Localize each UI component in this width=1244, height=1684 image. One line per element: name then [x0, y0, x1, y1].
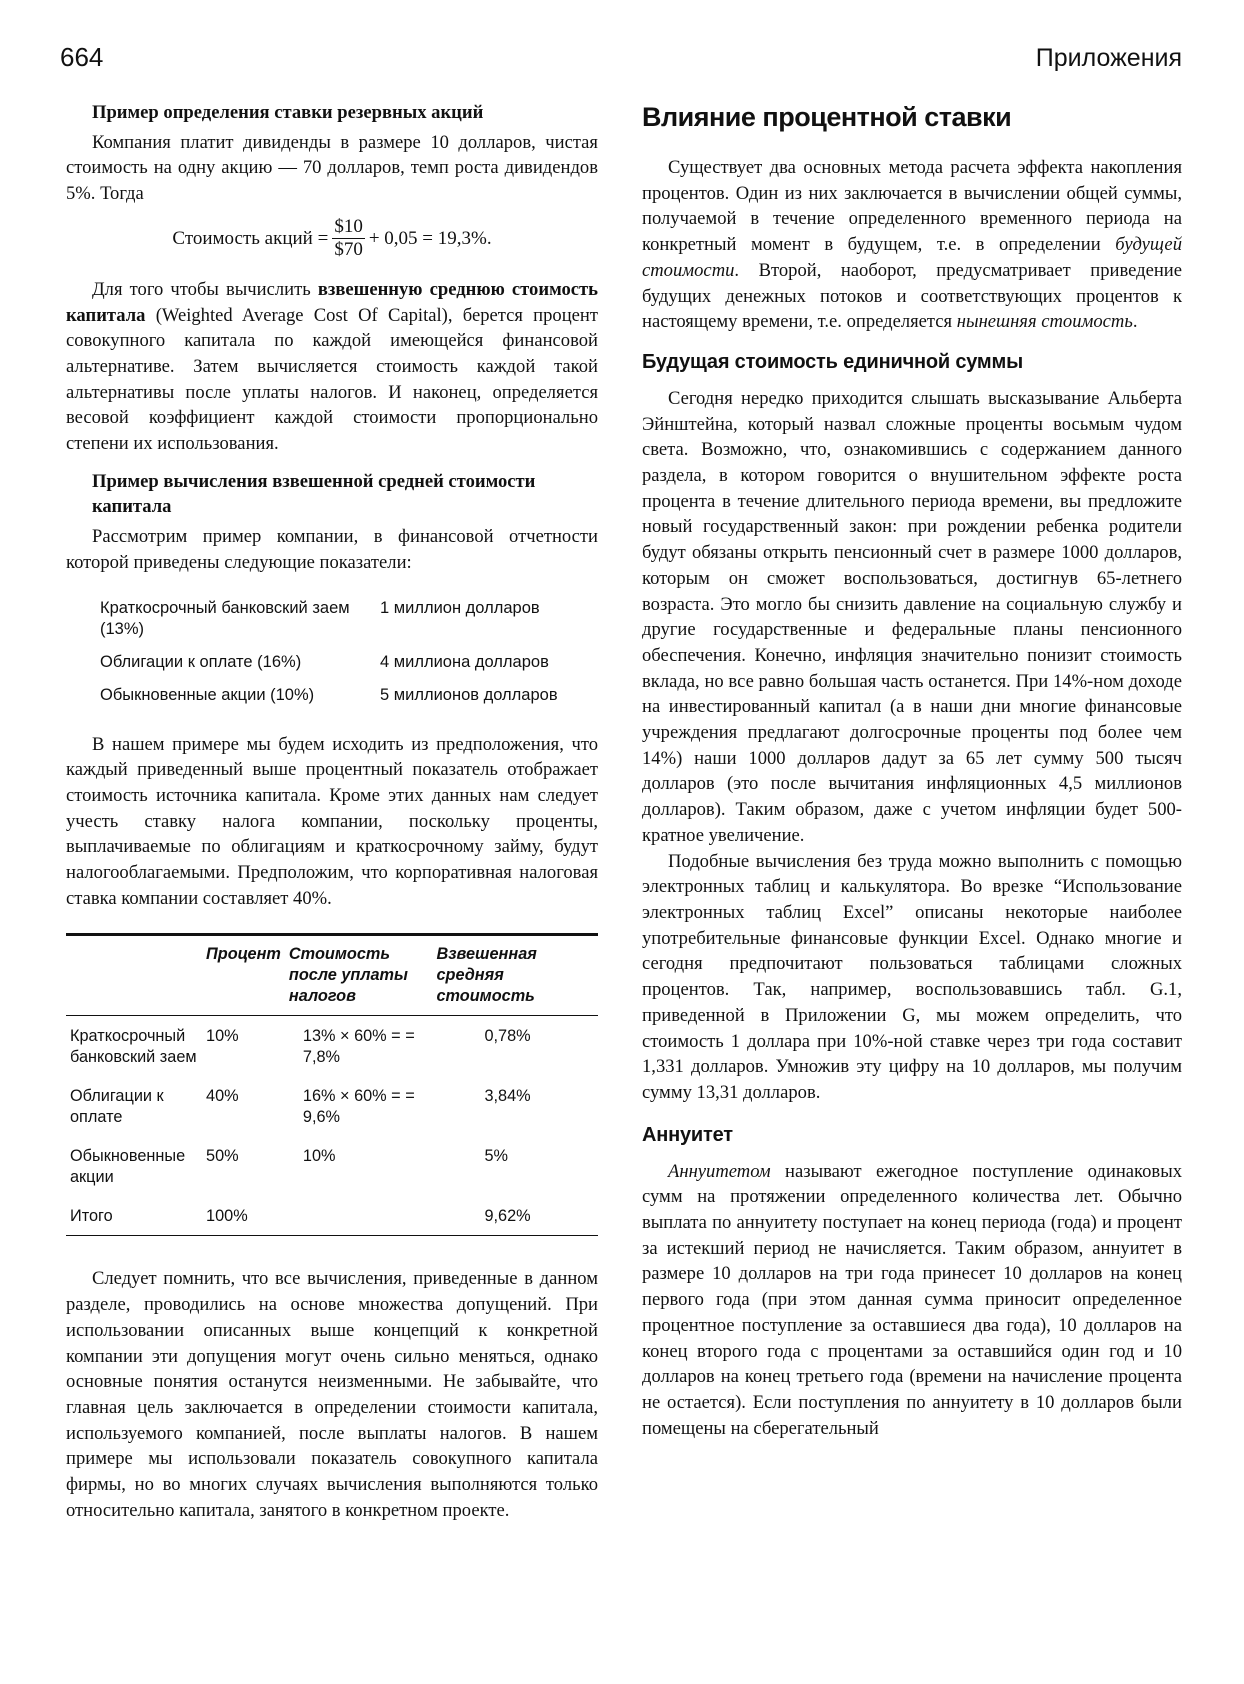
table-cell: 10%	[206, 1027, 239, 1046]
indicator-label: Облигации к оплате (16%)	[100, 652, 302, 671]
example-heading-reserve-shares: Пример определения ставки резервных акций	[92, 102, 484, 123]
subsection-heading-future-value: Будущая стоимость единичной суммы	[642, 350, 1023, 373]
table-row	[66, 1076, 598, 1136]
text: .	[1132, 311, 1138, 333]
paragraph: Следует помнить, что все вычисления, приведенные в данном разделе, проводились на основе множества допущений. При использовании описанных выше концепций к конкретной компании эти допущения могут очень сильно меняться, однако основные понятия останутся неизменными. Не забывайте, что главная цель заключается в определении стоимости капитала, используемого компанией, после выплаты налогов. В нашем примере мы использовали показатель совокупного капитала фирмы, но во многих случаях вычисления выполняются только относительно капитала, занятого в конкретном проекте.	[66, 1268, 598, 1521]
paragraph: Сегодня нередко приходится слышать высказывание Альберта Эйнштейна, который назвал сложные проценты восьмым чудом света. Возможно, что, ознакомившись с содержанием данного раздела, в котором говорится о внушительном эффекте роста процента в течение длительного периода времени, вы предложите новый государственный закон: при рождении ребенка родители будут обязаны открыть пенсионный счет в размере 1000 долларов, которым он сможет воспользоваться, достигнув 65-летнего возраста. Это могло бы снизить давление на социальную службу и другие государственные и федеральные планы пенсионного обеспечения. Конечно, инфляция значительно понизит стоимость вклада, но все равно большая часть останется. При 14%-ном доходе на инвестированный капитал (а в наши дни многие финансовые учреждения предлагают долгосрочные проценты под более чем 14%) наши 1000 долларов дадут за 65 лет сумму 500 тысяч долларов (это после вычитания инфляционных 4,5 миллионов долларов). Таким образом, даже с учетом инфляции будет 500-кратное увеличение.	[642, 387, 1182, 846]
text: Для того чтобы вычислить	[92, 278, 318, 300]
table-cell: 16% × 60% = = 9,6%	[302, 1087, 415, 1127]
formula-fraction	[332, 216, 365, 261]
paragraph: В нашем примере мы будем исходить из предположения, что каждый приведенный выше процентный показатель отображает стоимость источника капитала. Кроме этих данных нам следует учесть ставку налога компании, поскольку проценты, выплачиваемые по облигациям и краткосрочному займу, будут налогооблагаемыми. Предположим, что корпоративная налоговая ставка компании составляет 40%.	[66, 733, 598, 909]
table-cell: 10%	[302, 1147, 336, 1166]
term-present-value: нынешняя стоимость	[956, 311, 1133, 333]
text: называют ежегодное поступление одинаковых сумм на протяжении определенного количества лет. Обычно выплата по аннуитету поступает на конец периода (года) и процент за истекший период не начисляется. Таким образом, аннуитет в размере 10 долларов на три года принесет 10 долларов на конец первого года (при этом данная сумма приносит определенное процентное поступление за оставшиеся два года), 10 долларов на конец второго года с процентами за оставшийся один год и 10 долларов на конец третьего года (времени на начисление процента не остается). Если поступления по аннуитету в 10 долларов были помещены на сберегательный	[642, 1160, 1182, 1439]
formula-lhs: Стоимость акций =	[172, 227, 329, 249]
table-header-cell: Стоимость после уплаты налогов	[285, 935, 433, 1016]
formula-rhs: + 0,05 = 19,3%.	[368, 227, 492, 249]
section-heading-interest-rate: Влияние процентной ставки	[642, 102, 1012, 132]
indicator-row	[100, 685, 598, 706]
indicator-value: 5 миллионов долларов	[380, 685, 558, 704]
table-cell: 50%	[206, 1147, 239, 1166]
table-cell: Итого	[66, 1196, 202, 1236]
table-header-cell	[66, 935, 202, 1016]
indicator-row	[100, 652, 598, 673]
page-number: 664	[60, 42, 104, 72]
paragraph: Рассмотрим пример компании, в финансовой отчетности которой приведены следующие показатели:	[66, 526, 598, 573]
right-column	[642, 100, 1182, 1441]
indicator-value: 1 миллион долларов	[380, 598, 540, 617]
formula-numerator: $10	[334, 216, 363, 238]
section-title: Приложения	[1035, 44, 1182, 72]
paragraph-wacc	[66, 277, 598, 457]
text: . Второй, наоборот, предусматривает приведение будущих денежных потоков и соответствующих процентов к настоящему времени, т.е. определяется	[642, 259, 1182, 333]
indicator-label: Краткосрочный банковский заем (13%)	[100, 598, 350, 638]
table-row	[66, 1016, 598, 1077]
paragraph: Подобные вычисления без труда можно выполнить с помощью электронных таблиц и калькулятора. Во врезке “Использование электронных таблиц Excel” описаны некоторые наиболее употребительные финансовые функции Excel. Однако многие и сегодня предпочитают пользоваться таблицами сложных процентов. Так, например, воспользовавшись табл. G.1, приведенной в Приложении G, мы можем определить, что стоимость 1 доллара при 10%-ной ставке через три года составит 1,331 долларов. Умножив эту цифру на 10 долларов, мы получим сумму 13,31 долларов.	[642, 850, 1182, 1103]
table-header-row	[66, 935, 598, 1016]
subsection-heading-annuity: Аннуитет	[642, 1123, 733, 1146]
table-cell: 0,78%	[484, 1027, 531, 1046]
table-row-total	[66, 1196, 598, 1236]
indicator-label: Обыкновенные акции (10%)	[100, 685, 315, 704]
term-annuity: Аннуитетом	[668, 1160, 771, 1182]
wacc-table	[66, 933, 598, 1236]
table-cell: 9,62%	[432, 1196, 598, 1236]
indicator-row	[100, 598, 598, 640]
paragraph-annuity	[642, 1159, 1182, 1442]
term-future-value: будущей стоимости	[642, 234, 1182, 281]
paragraph: Компания платит дивиденды в размере 10 долларов, чистая стоимость на одну акцию — 70 долларов, темп роста дивидендов 5%. Тогда	[66, 131, 598, 205]
table-header-cell: Взвешенная средняя стоимость	[432, 935, 598, 1016]
table-cell: 5%	[484, 1147, 508, 1166]
table-cell: 13% × 60% = = 7,8%	[302, 1027, 415, 1067]
formula-denominator: $70	[334, 239, 363, 261]
table-cell	[285, 1196, 433, 1236]
table-cell: Облигации к оплате	[70, 1087, 164, 1127]
left-column	[66, 100, 598, 1524]
table-cell: 3,84%	[484, 1087, 531, 1106]
table-cell: 40%	[206, 1087, 239, 1106]
table-header-cell: Процент	[202, 935, 285, 1016]
text: (Weighted Average Cost Of Capital), берется процент совокупного капитала по каждой имеющейся финансовой альтернативе. Затем вычисляется стоимость каждой такой альтернативы после уплаты налогов. И наконец, определяется весовой коэффициент каждой стоимости пропорционально степени их использования.	[66, 304, 598, 455]
formula	[66, 209, 598, 269]
example-heading-wacc: Пример вычисления взвешенной средней стоимости капитала	[92, 470, 536, 518]
term-wacc: взвешенную среднюю стоимость капитала	[66, 278, 599, 326]
table-cell: Краткосрочный банковский заем	[70, 1027, 197, 1067]
text: Существует два основных метода расчета эффекта накопления процентов. Один из них заключается в вычислении общей суммы, получаемой в течение определенного временного периода на конкретный момент в будущем, т.е. в определении	[642, 157, 1182, 256]
paragraph-methods	[642, 155, 1182, 335]
table-cell: 100%	[202, 1196, 285, 1236]
table-cell: Обыкновенные акции	[70, 1147, 186, 1187]
indicator-list	[100, 598, 598, 706]
table-row	[66, 1136, 598, 1196]
indicator-value: 4 миллиона долларов	[380, 652, 549, 671]
